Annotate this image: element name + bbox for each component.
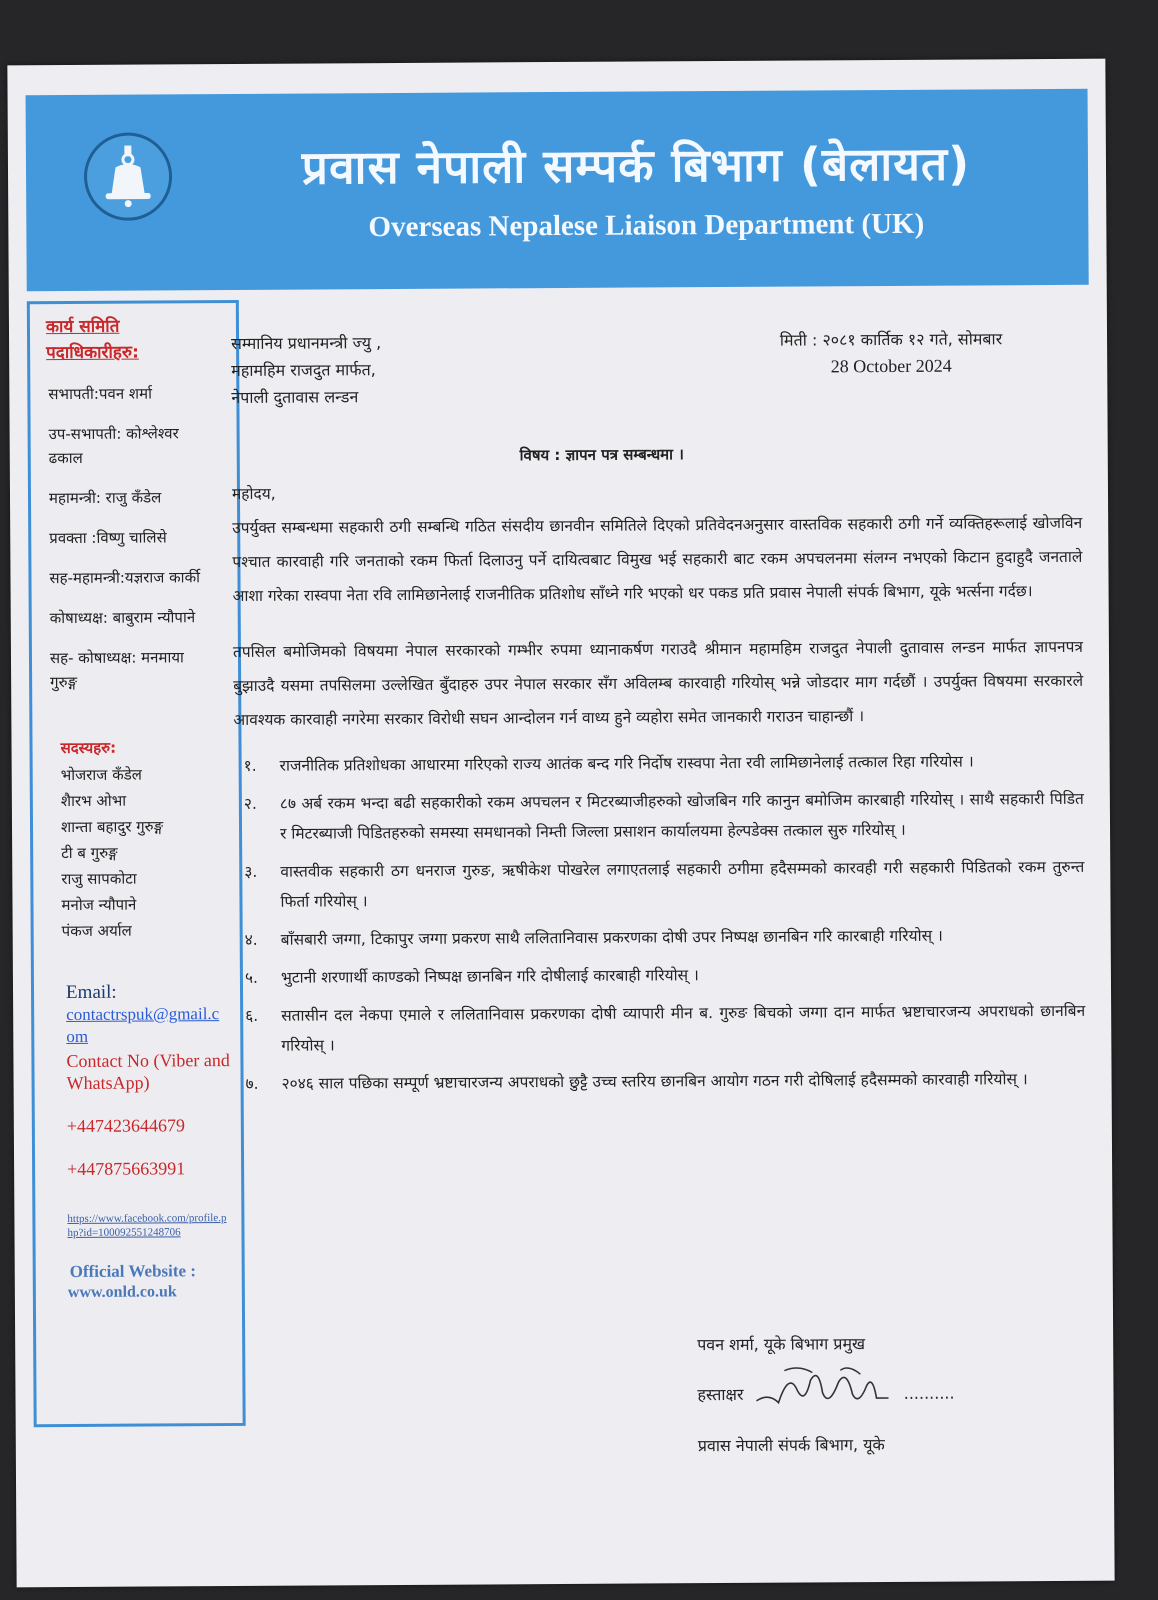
demand-text: वास्तवीक सहकारी ठग धनराज गुरुङ, ऋषीकेश पोखरेल लगाएतलाई सहकारी ठगीमा हदैसम्मको कारवही गरी सहकारी पिडितको रकम तुरुन्त फिर्ता गरियोस् । bbox=[280, 857, 1085, 911]
date-nepali: मिती : २०८१ कार्तिक १२ गते, सोमबार bbox=[779, 329, 1003, 350]
demand-text: सतासीन दल नेकपा एमाले र ललितानिवास प्रकरणका दोषी व्यापारी मीन ब. गुरुङ बिचको जग्गा दान मार्फत भ्रष्टाचारजन्य अपराधको छानबिन गरियोस् । bbox=[281, 1001, 1086, 1055]
demand-text: राजनीतिक प्रतिशोधका आधारमा गरिएको राज्य आतंक बन्द गरि निर्दोष रास्वपा नेता रवी लामिछानेलाई तत्काल रिहा गरियोस । bbox=[279, 752, 974, 775]
officer-item: उप-सभापती: कोश्लेश्वर ढकाल bbox=[48, 424, 179, 468]
demand-number: ४. bbox=[244, 930, 258, 949]
phone-number-2: +447875663991 bbox=[67, 1158, 186, 1180]
officer-item: महामन्त्री: राजु कँडेल bbox=[48, 488, 162, 508]
member-item: भोजराज कँडेल bbox=[60, 765, 142, 785]
officer-item: सह-महामन्त्री:यज्ञराज कार्की bbox=[49, 568, 200, 588]
member-item: मनोज न्यौपाने bbox=[61, 895, 137, 915]
demand-number: ७. bbox=[245, 1074, 259, 1093]
demand-number: १. bbox=[243, 756, 257, 775]
bell-logo-icon bbox=[84, 132, 173, 221]
letter-paper bbox=[7, 59, 1114, 1588]
demand-item bbox=[235, 1064, 1085, 1099]
signature-label: हस्ताक्षर bbox=[697, 1384, 744, 1405]
letter-subject: विषय : ज्ञापन पत्र सम्बन्धमा । bbox=[519, 445, 684, 465]
letter-body bbox=[231, 297, 1099, 1562]
letterhead-banner bbox=[26, 89, 1089, 291]
signatory-name: पवन शर्मा, यूके बिभाग प्रमुख bbox=[697, 1334, 866, 1355]
demand-item bbox=[234, 784, 1084, 849]
demand-number: ५. bbox=[244, 968, 258, 987]
member-item: टी ब गुरुङ्ग bbox=[61, 843, 118, 863]
letter-content bbox=[232, 472, 1086, 1107]
website-label: Official Website : bbox=[69, 1261, 197, 1282]
demand-text: भुटानी शरणार्थी काण्डको निष्पक्ष छानबिन गरि दोषीलाई कारबाही गरियोस् । bbox=[280, 966, 699, 987]
member-item: शैारभ ओभा bbox=[60, 791, 127, 811]
demand-item bbox=[234, 852, 1084, 917]
officer-item: सह- कोषाध्यक्ष: मनमाया गुरुङ्ग bbox=[49, 648, 184, 692]
demand-text: ८७ अर्ब रकम भन्दा बढी सहकारीको रकम अपचलन र मिटरब्याजीहरुको खोजबिन गरि कानुन बमोजिम कारबाही गरियोस् । साथै सहकारी पिडित र मिटरब्याजी पिडितहरुको समस्या समधानको निम्ती जिल्ला प्रसाशन कार्यालयमा हेल्पडेक्स तत्काल सुरु गरियोस् । bbox=[279, 789, 1084, 843]
demand-text: २०४६ साल पछिका सम्पूर्ण भ्रष्टाचारजन्य अपराधको छुट्टै उच्च स्तरिय छानबिन आयोग गठन गरी दोषिलाई हदैसम्मको कारवाही गरियोस् । bbox=[281, 1070, 1028, 1093]
members-heading: सदस्यहरु: bbox=[60, 738, 117, 758]
addressee-line: महामहिम राजदुत मार्फत, bbox=[231, 360, 376, 381]
demand-number: ३. bbox=[244, 862, 258, 881]
demand-item bbox=[234, 746, 1084, 781]
email-label: Email: bbox=[65, 981, 117, 1004]
date-english: 28 October 2024 bbox=[830, 355, 952, 377]
signature-dots: .......... bbox=[903, 1383, 955, 1403]
demand-item bbox=[235, 958, 1085, 993]
demand-text: बाँसबारी जग्गा, टिकापुर जग्गा प्रकरण साथै ललितानिवास प्रकरणका दोषी उपर निष्पक्ष छानबिन गरि कारबाही गरियोस् । bbox=[280, 926, 943, 949]
member-item: शान्ता बहादुर गुरुङ्ग bbox=[60, 817, 164, 837]
officer-item: सभापती:पवन शर्मा bbox=[48, 384, 153, 404]
committee-heading-line2: पदाधिकारीहरु: bbox=[46, 342, 139, 364]
signature-block bbox=[697, 1326, 955, 1465]
officer-item: कोषाध्यक्ष: बाबुराम न्यौपाने bbox=[49, 608, 196, 628]
signature-line bbox=[697, 1362, 954, 1429]
org-title-english: Overseas Nepalese Liaison Department (UK) bbox=[368, 207, 925, 244]
addressee-line: नेपाली दुतावास लन्डन bbox=[231, 387, 359, 408]
committee-sidebar bbox=[27, 300, 246, 1427]
website-link[interactable]: www.onld.co.uk bbox=[67, 1283, 177, 1302]
committee-heading bbox=[46, 313, 236, 366]
salutation: महोदय, bbox=[231, 484, 276, 504]
paragraph-1: उपर्युक्त सम्बन्धमा सहकारी ठगी सम्बन्धि गठित संसदीय छानवीन समितिले दिएको प्रतिवेदनअनुसार वास्तविक सहकारी ठगी गर्ने व्यक्तिहरूलाई खोजविन पश्चात कारवाही गरि जनताको रकम फिर्ता दिलाउनु पर्ने दायित्वबाट विमुख भई सहकारी बाट रकम अपचलनमा संलग्न नभएको किटान हुदाहुदै जनताले आशा गरेका रास्वपा नेता रवि लामिछानेलाई राजनीतिक प्रतिशोध साँध्ने गरि भएको धर पकड प्रति प्रवास नेपाली संपर्क बिभाग, यूके भर्त्सना गर्दछ। bbox=[232, 513, 1083, 606]
email-link[interactable]: contactrspuk@gmail.com bbox=[66, 1004, 220, 1047]
demand-item bbox=[235, 920, 1085, 955]
demand-item bbox=[235, 996, 1085, 1061]
org-line: प्रवास नेपाली संपर्क बिभाग, यूके bbox=[697, 1435, 885, 1456]
date-block bbox=[741, 325, 1041, 381]
demand-number: ६. bbox=[245, 1006, 259, 1025]
committee-heading-line1: कार्य समिति bbox=[45, 316, 120, 338]
addressee-block bbox=[231, 329, 382, 411]
demands-list bbox=[234, 746, 1086, 1099]
paragraph-2: तपसिल बमोजिमको विषयमा नेपाल सरकारको गम्भीर रुपमा ध्यानाकर्षण गराउदै श्रीमान महामहिम राजदुत नेपाली दुतावास लन्डन मार्फत ज्ञापनपत्र बुझाउदै यसमा तपसिलमा उल्लेखित बुँदाहरु उपर नेपाल सरकार सँग अविलम्ब कारवाही गरियोस् भन्ने जोडदार माग गर्दछौं । उपर्युक्त विषयमा सरकारले आवश्यक कारवाही नगरेमा सरकार विरोधी सघन आन्दोलन गर्न वाध्य हुने व्यहोरा समेत जानकारी गराउन चाहान्छौं । bbox=[232, 637, 1084, 729]
phone-number-1: +447423644679 bbox=[66, 1115, 186, 1137]
facebook-link[interactable]: https://www.facebook.com/profile.php?id=100092551248706 bbox=[67, 1212, 227, 1240]
member-item: राजु सापकोटा bbox=[61, 869, 137, 889]
handwritten-signature-icon bbox=[748, 1362, 898, 1428]
officer-item: प्रवक्ता :विष्णु चालिसे bbox=[49, 528, 167, 548]
org-title-nepali: प्रवास नेपाली सम्पर्क बिभाग (बेलायत) bbox=[301, 136, 971, 195]
addressee-line: सम्मानिय प्रधानमन्त्री ज्यु , bbox=[231, 333, 382, 354]
member-item: पंकज अर्याल bbox=[61, 921, 132, 941]
contact-label: Contact No (Viber and WhatsApp) bbox=[66, 1050, 230, 1094]
demand-number: २. bbox=[243, 794, 257, 813]
